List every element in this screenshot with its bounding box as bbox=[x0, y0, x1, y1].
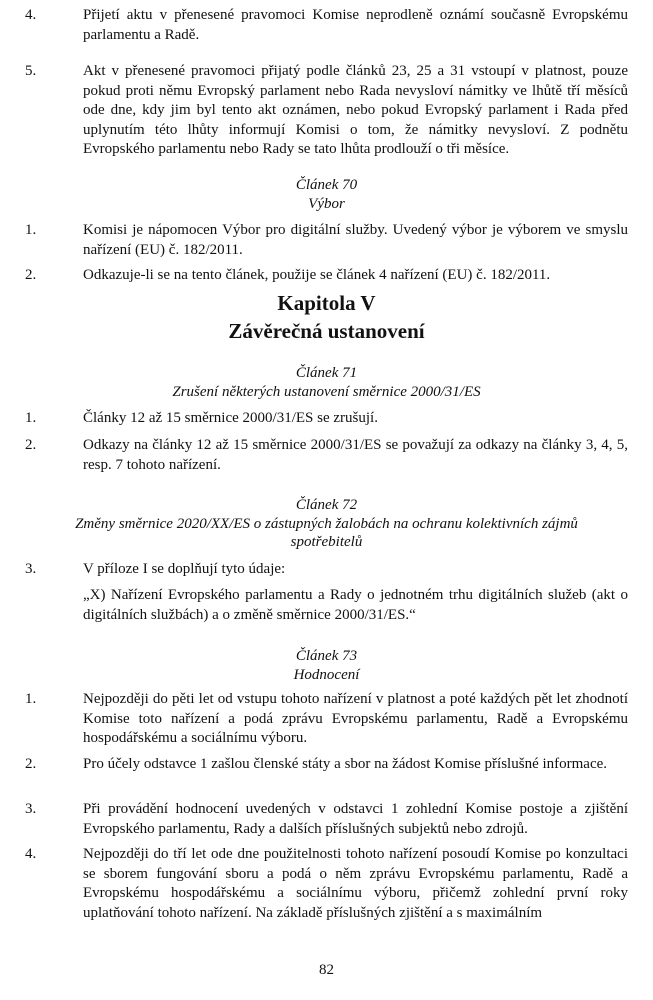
paragraph-3 bbox=[25, 800, 628, 839]
paragraph-5 bbox=[25, 62, 628, 160]
paragraph-number: 5. bbox=[25, 63, 37, 79]
quoted-text: „X) Nařízení Evropského parlamentu a Rady o jednotném trhu digitálních služeb (akt o digitálních službách) a o změně směrnice 2000/31/ES.“ bbox=[83, 587, 628, 623]
paragraph-text: Nejpozději do tří let ode dne použitelnosti tohoto nařízení posoudí Komise po konzultaci se sborem fungování sboru a podá o něm zprávu Evropskému parlamentu, Radě a Evropskému hospodářskému a sociálnímu výboru, přičemž zohlední první roky uplatňování tohoto nařízení. Na základě příslušných zjištění a s maximálním bbox=[83, 846, 628, 921]
article-heading: Článek 72 bbox=[295, 497, 358, 513]
paragraph-number: 2. bbox=[25, 437, 37, 453]
paragraph-number: 3. bbox=[25, 801, 37, 817]
paragraph-text: Komisi je nápomocen Výbor pro digitální služby. Uvedený výbor je výborem ve smyslu nařízení (EU) č. 182/2011. bbox=[83, 222, 628, 258]
paragraph-number: 3. bbox=[25, 561, 37, 577]
paragraph-1 bbox=[25, 690, 628, 749]
article-heading: Článek 70 bbox=[295, 177, 358, 193]
paragraph-text: V příloze I se doplňují tyto údaje: bbox=[83, 561, 286, 577]
article-subheading: Výbor bbox=[308, 196, 345, 212]
paragraph-text: Články 12 až 15 směrnice 2000/31/ES se zrušují. bbox=[83, 410, 378, 426]
paragraph-2 bbox=[25, 266, 628, 286]
paragraph-1 bbox=[25, 409, 628, 429]
paragraph-text: Při provádění hodnocení uvedených v odstavci 1 zohlední Komise postoje a zjištění Evropského parlamentu, Rady a dalších příslušných subjektů nebo zdrojů. bbox=[83, 801, 628, 837]
paragraph-4 bbox=[25, 6, 628, 45]
chapter-subtitle: Závěrečná ustanovení bbox=[228, 319, 425, 343]
paragraph-4 bbox=[25, 845, 628, 923]
paragraph-1 bbox=[25, 221, 628, 260]
paragraph-number: 4. bbox=[25, 846, 37, 862]
paragraph-number: 1. bbox=[25, 222, 37, 238]
paragraph-number: 1. bbox=[25, 691, 37, 707]
paragraph-2 bbox=[25, 755, 628, 775]
article-subheading: Zrušení některých ustanovení směrnice 2000/31/ES bbox=[172, 384, 481, 400]
chapter-title: Kapitola V bbox=[277, 291, 376, 315]
paragraph-number: 2. bbox=[25, 756, 37, 772]
paragraph-text: Nejpozději do pěti let od vstupu tohoto nařízení v platnost a poté každých pět let zhodnotí Komise toto nařízení a podá zprávu Evropskému parlamentu, Radě a Evropskému hospodářskému a sociálnímu výboru. bbox=[83, 691, 628, 746]
paragraph-text: Odkazy na články 12 až 15 směrnice 2000/31/ES se považují za odkazy na články 3, 4, 5, resp. 7 tohoto nařízení. bbox=[83, 437, 628, 473]
paragraph-number: 4. bbox=[25, 7, 37, 23]
page-number: 82 bbox=[319, 962, 334, 978]
paragraph-2 bbox=[25, 436, 628, 475]
paragraph-text: Přijetí aktu v přenesené pravomoci Komise neprodleně oznámí současně Evropskému parlamentu a Radě. bbox=[83, 7, 628, 43]
article-heading: Článek 71 bbox=[295, 365, 358, 381]
paragraph-text: Odkazuje-li se na tento článek, použije se článek 4 nařízení (EU) č. 182/2011. bbox=[83, 267, 551, 283]
paragraph-number: 2. bbox=[25, 267, 37, 283]
paragraph-text: Akt v přenesené pravomoci přijatý podle článků 23, 25 a 31 vstoupí v platnost, pouze pokud proti němu Evropský parlament nebo Rada nevysloví námitky ve lhůtě tří měsíců ode dne, kdy jim byl tento akt oznámen, nebo pokud Evropský parlament i Rada před uplynutím této lhůty informují Komisi o tom, že námitky nevysloví. Z podnětu Evropského parlamentu nebo Rady se tato lhůta prodlouží o tři měsíce. bbox=[83, 63, 628, 157]
paragraph-3 bbox=[25, 560, 628, 580]
article-subheading: Hodnocení bbox=[293, 667, 360, 683]
paragraph-number: 1. bbox=[25, 410, 37, 426]
article-heading: Článek 73 bbox=[295, 648, 358, 664]
article-subheading: Změny směrnice 2020/XX/ES o zástupných žalobách na ochranu kolektivních zájmů spotřebitelů bbox=[75, 516, 578, 550]
paragraph-text: Pro účely odstavce 1 zašlou členské státy a sbor na žádost Komise příslušné informace. bbox=[83, 756, 608, 772]
